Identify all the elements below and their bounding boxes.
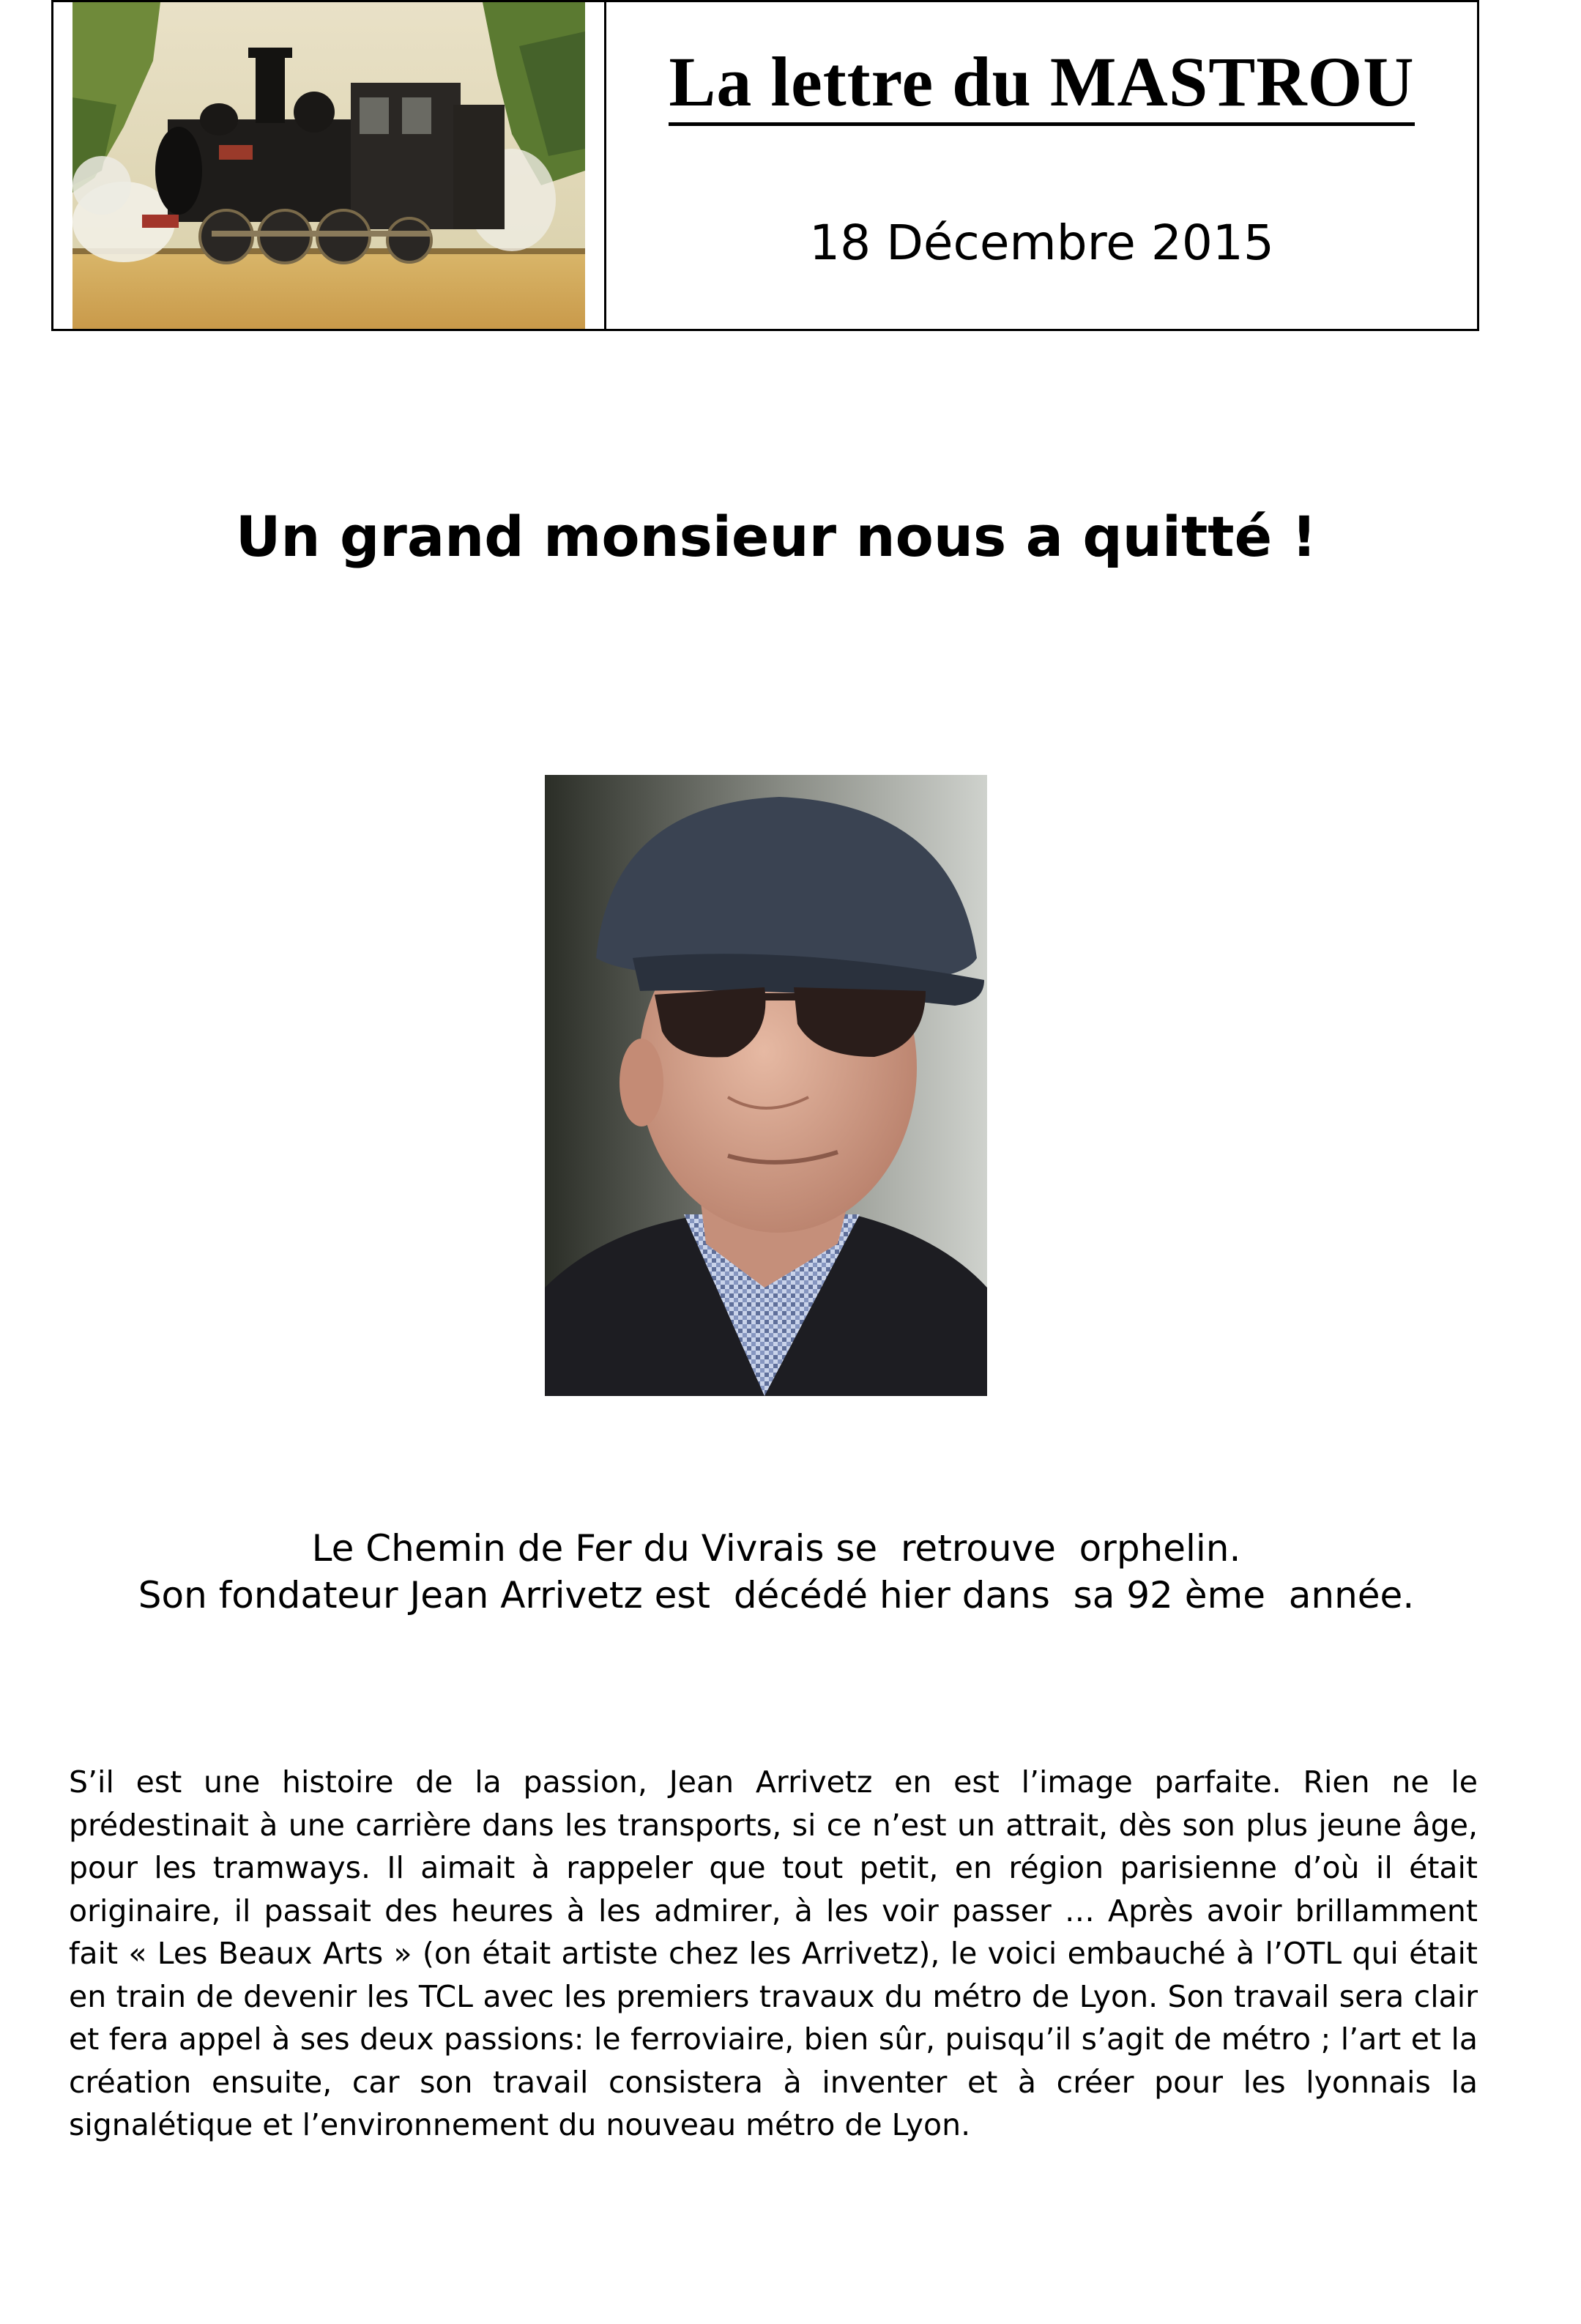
portrait-photo-icon bbox=[545, 775, 987, 1396]
subtitle bbox=[0, 1525, 1552, 1619]
body-paragraph: S’il est une histoire de la passion, Jean Arrivetz en est l’image parfaite. Rien ne le prédestinait à une carrière dans les transports, si ce n’est un attrait, dès son plus jeune âge, pour les tramways. Il aimait à rappeler que tout petit, en région parisienne d’où il était originaire, il passait des heures à les admirer, à les voir passer … Après avoir brillamment fait « Les Beaux Arts » (on était artiste chez les Arrivetz), le voici embauché à l’OTL qui était en train de devenir les TCL avec les premiers travaux du métro de Lyon. Son travail sera clair et fera appel à ses deux passions: le ferroviaire, bien sûr, puisqu’il s’agit de métro ; l’art et la création ensuite, car son travail consistera à inventer et à créer pour les lyonnais la signalétique et l’environnement du nouveau métro de Lyon. bbox=[69, 1764, 1478, 2142]
subtitle-line-1: Le Chemin de Fer du Vivrais se retrouve orphelin. bbox=[311, 1527, 1241, 1570]
steam-locomotive-photo bbox=[72, 2, 585, 329]
portrait-photo bbox=[545, 775, 987, 1396]
headline: Un grand monsieur nous a quitté ! bbox=[235, 504, 1317, 569]
header-photo bbox=[53, 2, 606, 329]
header-text bbox=[606, 2, 1477, 329]
newsletter-date: 18 Décembre 2015 bbox=[809, 215, 1274, 271]
newsletter-title: La lettre du MASTROU bbox=[606, 43, 1477, 121]
newsletter-header bbox=[51, 0, 1479, 331]
subtitle-line-2: Son fondateur Jean Arrivetz est décédé hier dans sa 92 ème année. bbox=[138, 1574, 1415, 1616]
